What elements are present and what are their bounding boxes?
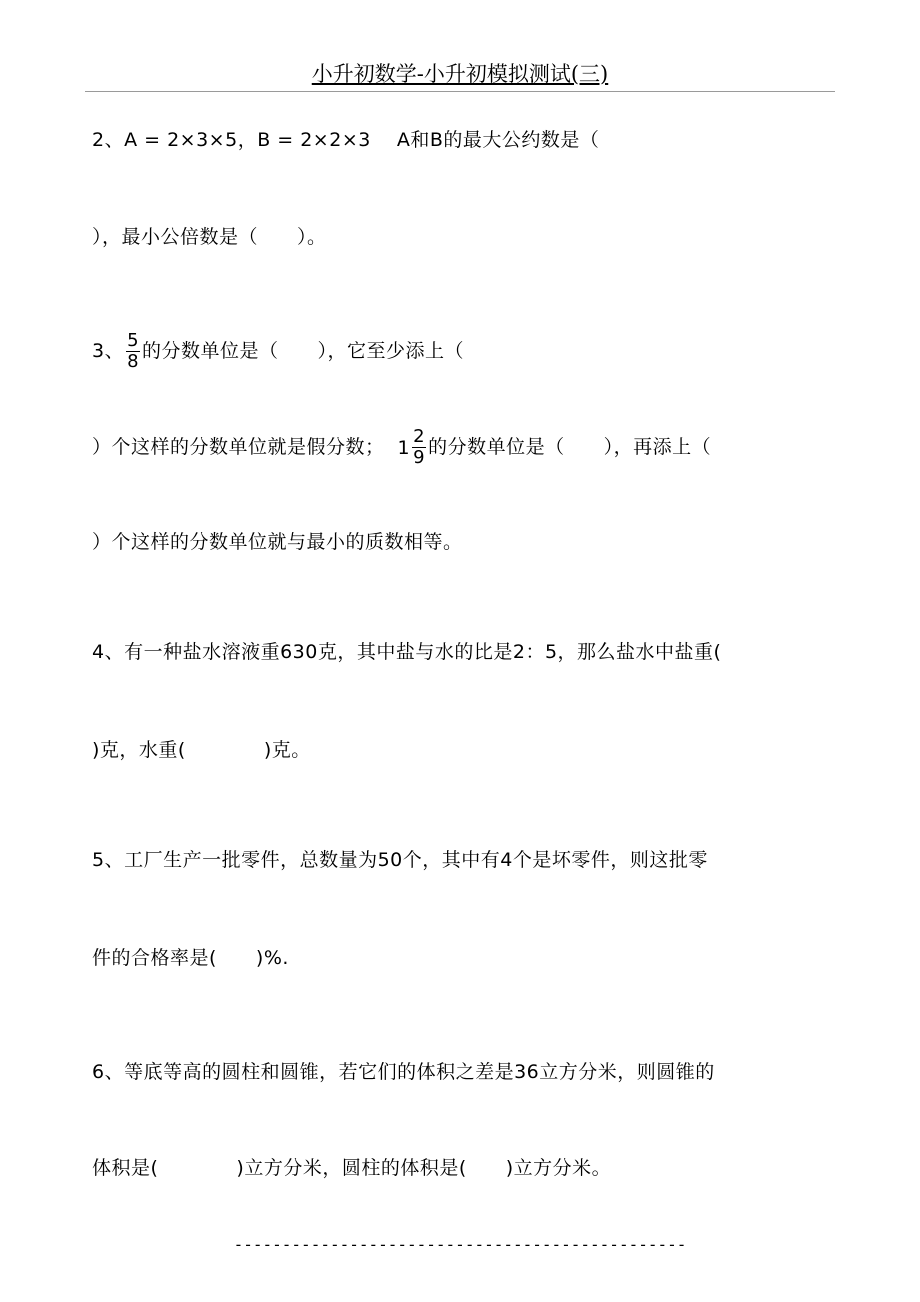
question-3-line-2 — [92, 428, 711, 467]
page-header — [0, 60, 920, 88]
fraction-five-eighths — [126, 332, 140, 371]
fraction-two-ninths — [412, 428, 426, 467]
header-divider — [85, 91, 835, 92]
footer-dashed-rule: ----------------------------------------------- — [233, 1235, 687, 1254]
question-3-text-part: ）个这样的分数单位就是假分数； — [92, 436, 395, 458]
question-3-line-3: ）个这样的分数单位就与最小的质数相等。 — [92, 531, 463, 553]
question-2-line-2: ），最小公倍数是（ ）。 — [92, 226, 327, 248]
fraction-numerator: 2 — [413, 426, 426, 447]
question-6-line-1: 6、等底等高的圆柱和圆锥，若它们的体积之差是36立方分米，则圆锥的 — [92, 1061, 715, 1083]
header-title: 小升初数学-小升初模拟测试(三) — [311, 62, 609, 86]
question-2-line-1: 2、A = 2×3×5，B = 2×2×3 A和B的最大公约数是（ — [92, 129, 600, 151]
fraction-denominator: 8 — [127, 351, 140, 372]
mixed-number-whole: 1 — [397, 436, 411, 459]
question-4-line-2: )克，水重( )克。 — [92, 739, 311, 761]
fraction-numerator: 5 — [127, 330, 140, 351]
question-4-line-1: 4、有一种盐水溶液重630克，其中盐与水的比是2：5，那么盐水中盐重( — [92, 641, 722, 663]
question-3-line-1 — [92, 332, 464, 371]
question-5-line-1: 5、工厂生产一批零件，总数量为50个，其中有4个是坏零件，则这批零 — [92, 849, 708, 871]
question-3-number: 3、 — [92, 340, 125, 362]
question-3-text-part: 的分数单位是（ ），再添上（ — [428, 436, 712, 458]
question-3-text: 的分数单位是（ ），它至少添上（ — [142, 340, 465, 362]
question-6-line-2: 体积是( )立方分米，圆柱的体积是( )立方分米。 — [92, 1157, 612, 1179]
fraction-denominator: 9 — [413, 447, 426, 468]
question-5-line-2: 件的合格率是( )%. — [92, 947, 289, 969]
